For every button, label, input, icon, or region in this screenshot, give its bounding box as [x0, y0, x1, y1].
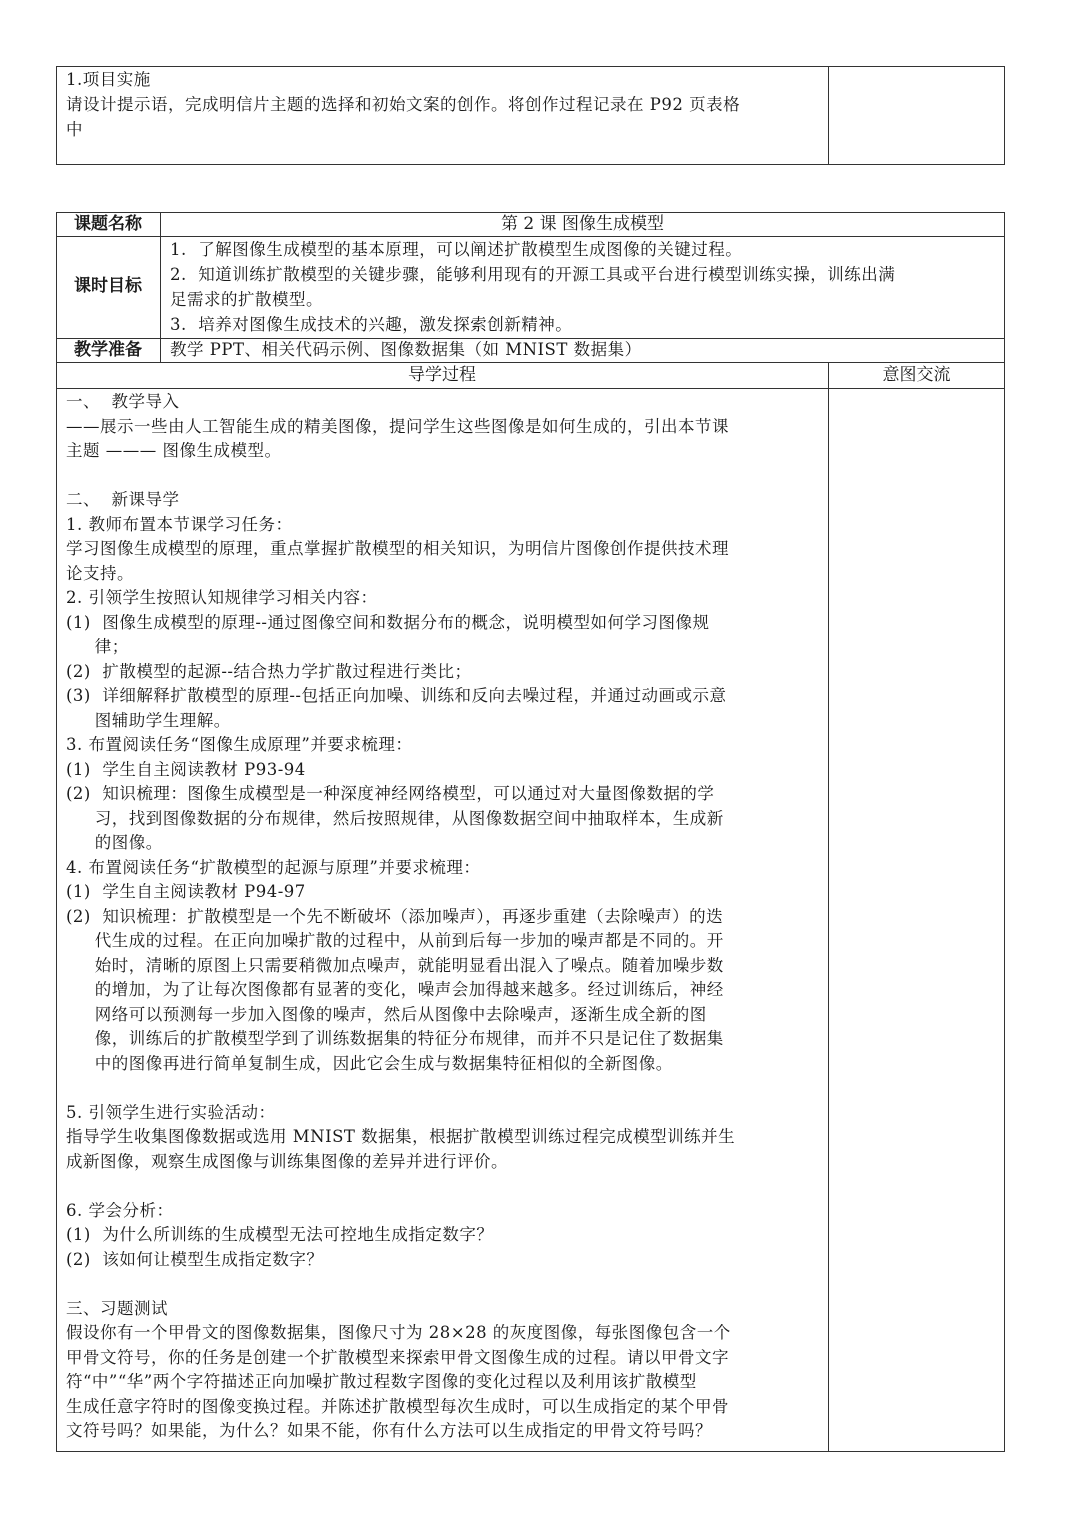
process-line: 像，训练后的扩散模型学到了训练数据集的特征分布规律，而并不只是记住了数据集: [66, 1029, 724, 1048]
row-rule-header: [56, 388, 1005, 389]
process-line: 2. 引领学生按照认知规律学习相关内容：: [66, 588, 378, 607]
process-line: (1) 为什么所训练的生成模型无法可控地生成指定数字？: [66, 1225, 494, 1244]
process-line: 3. 布置阅读任务“图像生成原理”并要求梳理：: [66, 735, 413, 754]
intent-column-rule: [828, 362, 829, 1452]
process-line: (2) 知识梳理：扩散模型是一个先不断破坏（添加噪声），再逐步重建（去除噪声）的迭: [66, 906, 724, 926]
process-line: 的图像。: [66, 833, 163, 852]
prep-value: 教学 PPT、相关代码示例、图像数据集（如 MNIST 数据集）: [170, 340, 642, 359]
top-table-line-2: 请设计提示语，完成明信片主题的选择和初始文案的创作。将创作过程记录在 P92 页表格: [66, 95, 741, 114]
topic-value: 第 2 课 图像生成模型: [500, 214, 665, 234]
process-line: 网络可以预测每一步加入图像的噪声，然后从图像中去除噪声，逐渐生成全新的图: [66, 1004, 707, 1024]
process-line: 6. 学会分析：: [66, 1200, 174, 1220]
row-rule-topic: [56, 236, 1005, 237]
process-line: (1) 学生自主阅读教材 P94-97: [66, 882, 306, 901]
process-line: 1. 教师布置本节课学习任务：: [66, 514, 293, 534]
process-line: 4. 布置阅读任务“扩散模型的起源与原理”并要求梳理：: [66, 857, 481, 877]
process-line: 二、 新课导学: [66, 490, 180, 509]
process-line: 文符号吗？如果能，为什么？如果不能，你有什么方法可以生成指定的甲骨文符号吗？: [66, 1421, 712, 1440]
process-line: 始时，清晰的原图上只需要稍微加点噪声，就能明显看出混入了噪点。随着加噪步数: [66, 955, 724, 975]
process-line: 代生成的过程。在正向加噪扩散的过程中，从前到后每一步加的噪声都是不同的。开: [66, 931, 724, 950]
process-line: 论支持。: [66, 563, 134, 583]
goal-2: 2. 知道训练扩散模型的关键步骤，能够利用现有的开源工具或平台进行模型训练实操，训练出满: [170, 265, 896, 284]
intent-header: 意图交流: [882, 365, 951, 385]
prep-label: 教学准备: [74, 340, 142, 360]
process-line: 律；: [66, 637, 129, 656]
process-line: 图辅助学生理解。: [66, 710, 231, 730]
process-line: 甲骨文符号，你的任务是创建一个扩散模型来探索甲骨文图像生成的过程。请以甲骨文字: [66, 1347, 729, 1367]
process-line: 成新图像，观察生成图像与训练集图像的差异并进行评价。: [66, 1151, 508, 1171]
process-line: 中的图像再进行简单复制生成，因此它会生成与数据集特征相似的全新图像。: [66, 1053, 673, 1073]
goal-label: 课时目标: [74, 276, 142, 296]
process-line: (1) 图像生成模型的原理--通过图像空间和数据分布的概念，说明模型如何学习图像规: [66, 612, 710, 632]
process-line: 学习图像生成模型的原理，重点掌握扩散模型的相关知识，为明信片图像创作提供技术理: [66, 539, 729, 558]
top-table-line-3: 中: [66, 120, 83, 139]
process-line: (1) 学生自主阅读教材 P93-94: [66, 759, 306, 779]
process-line: 符“中”“华”两个字符描述正向加噪扩散过程数字图像的变化过程以及利用该扩散模型: [66, 1372, 697, 1391]
goal-3: 足需求的扩散模型。: [170, 290, 323, 309]
goal-4: 3. 培养对图像生成技术的兴趣，激发探索创新精神。: [170, 315, 573, 334]
process-header: 导学过程: [408, 365, 476, 385]
process-line: 5. 引领学生进行实验活动：: [66, 1102, 276, 1122]
process-line: 生成任意字符时的图像变换过程。并陈述扩散模型每次生成时，可以生成指定的某个甲骨: [66, 1396, 729, 1416]
process-line: (3) 详细解释扩散模型的原理--包括正向加噪、训练和反向去噪过程，并通过动画或示意: [66, 686, 727, 705]
process-line: 主题 ——— 图像生成模型。: [66, 441, 282, 460]
process-line: (2) 扩散模型的起源--结合热力学扩散过程进行类比；: [66, 661, 472, 681]
topic-label: 课题名称: [74, 214, 142, 234]
process-line: 习，找到图像数据的分布规律，然后按照规律，从图像数据空间中抽取样本，生成新: [66, 808, 724, 828]
process-line: 假设你有一个甲骨文的图像数据集，图像尺寸为 28×28 的灰度图像，每张图像包含一个: [66, 1323, 731, 1342]
top-table-divider: [828, 66, 829, 165]
top-table-line-1: 1.项目实施: [66, 70, 151, 89]
process-line: ——展示一些由人工智能生成的精美图像，提问学生这些图像是如何生成的，引出本节课: [66, 416, 729, 436]
process-line: 指导学生收集图像数据或选用 MNIST 数据集，根据扩散模型训练过程完成模型训练并生: [66, 1127, 736, 1146]
process-line: 三、习题测试: [66, 1298, 168, 1318]
process-line: 一、 教学导入: [66, 392, 180, 411]
process-line: 的增加，为了让每次图像都有显著的变化，噪声会加得越来越多。经过训练后，神经: [66, 980, 724, 999]
goal-1: 1. 了解图像生成模型的基本原理，可以阐述扩散模型生成图像的关键过程。: [170, 240, 743, 259]
process-line: (2) 该如何让模型生成指定数字？: [66, 1249, 324, 1269]
process-line: (2) 知识梳理：图像生成模型是一种深度神经网络模型，可以通过对大量图像数据的学: [66, 784, 715, 803]
